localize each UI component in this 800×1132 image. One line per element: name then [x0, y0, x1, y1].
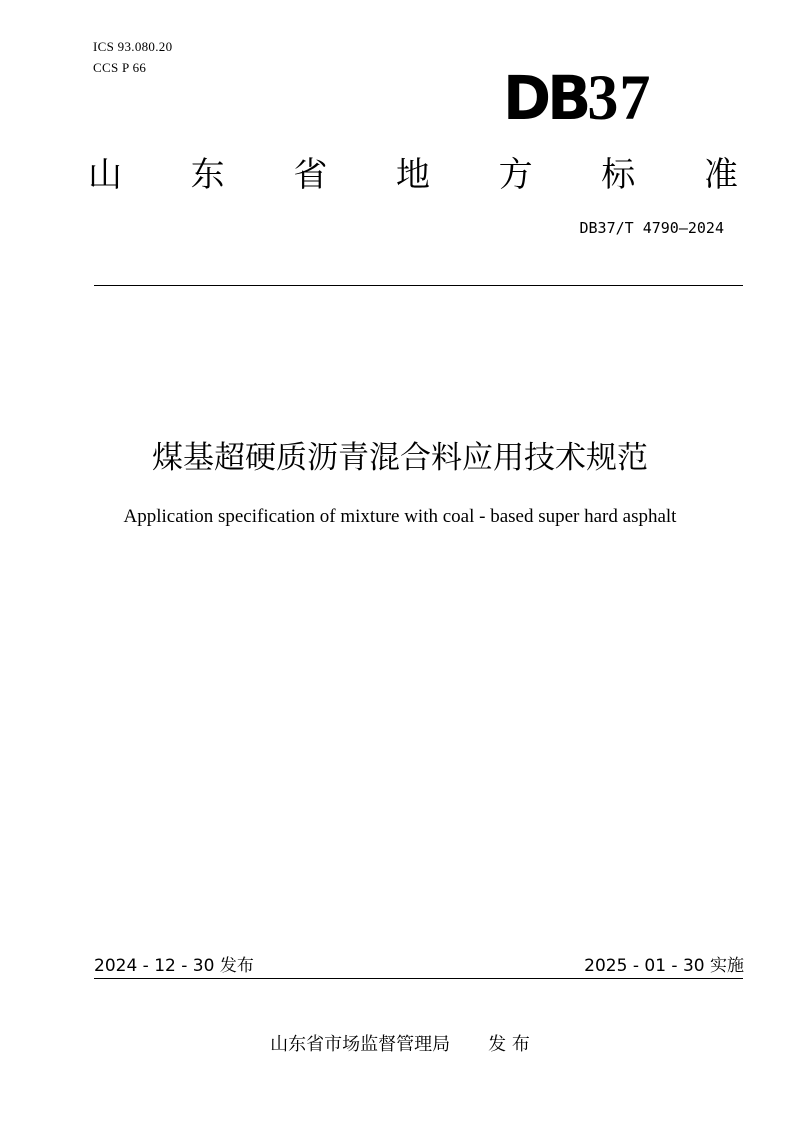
title-char: 方	[498, 155, 533, 195]
title-char: 地	[395, 155, 430, 195]
title-char: 山	[88, 155, 122, 195]
document-title-english: Application specification of mixture with coal - based super hard asphalt	[123, 506, 677, 527]
standard-number: DB37/T 4790—2024	[579, 219, 724, 237]
logo-db: DB	[503, 62, 588, 134]
publisher-name: 山东省市场监督管理局	[270, 1034, 451, 1055]
implementation-date: 2025 - 01 - 30 实施	[584, 956, 744, 976]
title-char: 东	[190, 155, 225, 195]
top-divider	[94, 285, 743, 286]
ccs-code: CCS P 66	[93, 60, 147, 75]
title-char: 省	[293, 155, 328, 195]
title-char: 标	[601, 155, 636, 195]
issue-date: 2024 - 12 - 30 发布	[94, 956, 254, 976]
logo-number: 37	[587, 62, 652, 134]
db37-logo	[503, 62, 652, 134]
ics-code: ICS 93.080.20	[93, 39, 173, 54]
document-title-chinese: 煤基超硬质沥青混合料应用技术规范	[152, 440, 648, 476]
title-char: 准	[703, 155, 738, 195]
standard-category-title	[88, 152, 738, 198]
bottom-divider	[94, 978, 743, 979]
publisher-line	[0, 1033, 800, 1057]
publish-action: 发 布	[488, 1034, 530, 1055]
